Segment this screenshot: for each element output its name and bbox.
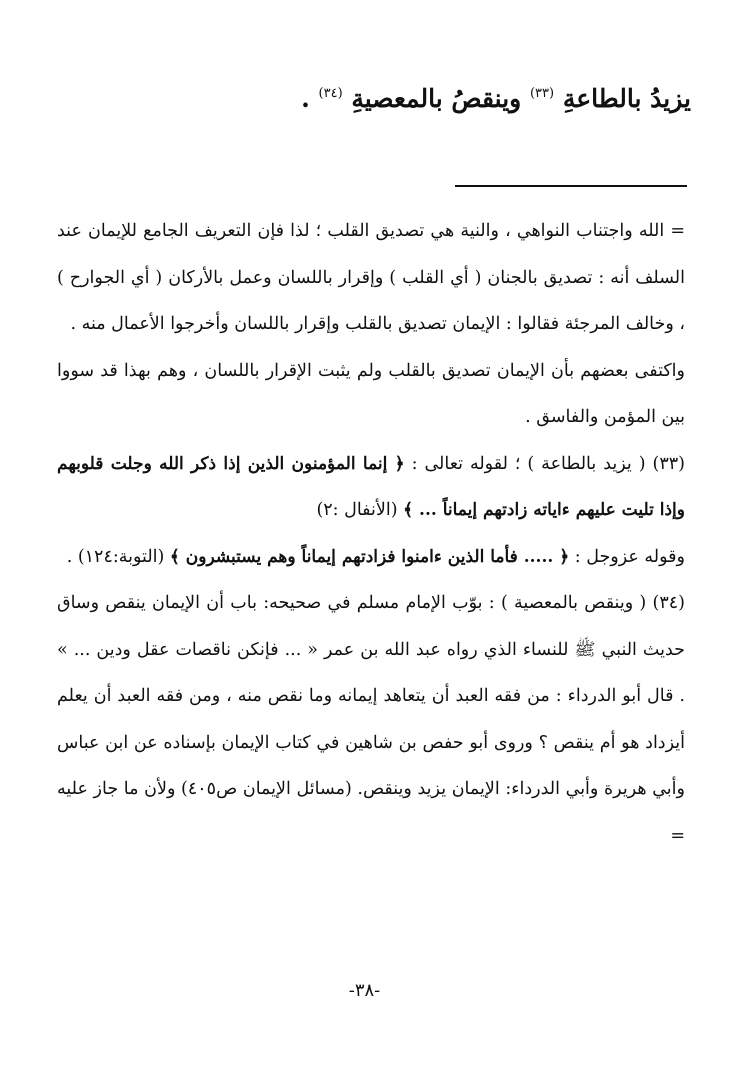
footnote-paragraph: واكتفى بعضهم بأن الإيمان تصديق بالقلب ولم يثبت الإقرار باللسان ، وهم بهذا قد سووا بين المؤمن والفاسق . (57, 360, 685, 427)
footnote-33-cont-intro: وقوله عزوجل : (574, 546, 685, 567)
main-text-part2: وينقصُ بالمعصيةِ (351, 84, 522, 113)
footnote-33 (57, 441, 685, 534)
footnote-33-intro: (٣٣) ( يزيد بالطاعة ) ؛ لقوله تعالى : (411, 453, 685, 474)
verse-reference: (الأنفال :٢) (316, 500, 398, 520)
verse-reference: (التوبة:١٢٤) . (66, 546, 165, 567)
footnote-34: (٣٤) ( وينقص بالمعصية ) : بوّب الإمام مسلم في صحيحه: باب أن الإيمان ينقص وساق حديث النبي ﷺ للنساء الذي رواه عبد الله بن عمر « ... فإنكن ناقصات عقل ودين ... » . قال أبو الدرداء : من فقه العبد أن يتعاهد إيمانه وما نقص منه ، ومن فقه العبد أن يعلم أيزداد هو أم ينقص ؟ وروى أبو حفص بن شاهين في كتاب الإيمان بإسناده عن ابن عباس وأبي هريرة وأبي الدرداء: الإيمان يزيد وينقص. (مسائل الإيمان ص٤٠٥) ولأن ما جاز عليه = (57, 593, 685, 846)
main-text-end: . (301, 84, 310, 113)
footnote-33-cont (57, 534, 685, 581)
footnote-separator (455, 185, 687, 187)
footnote-continuation: = الله واجتناب النواهي ، والنية هي تصديق القلب ؛ لذا فإن التعريف الجامع للإيمان عند السلف أنه : تصديق بالجنان ( أي القلب ) وإقرار باللسان وعمل بالأركان ( أي الجوارح ) ، وخالف المرجئة فقالوا : الإيمان تصديق بالقلب وإقرار باللسان وأخرجوا الأعمال منه . (57, 221, 685, 334)
quran-verse: ﴿ ..... فأما الذين ءامنوا فزادتهم إيماناً وهم يستبشرون ﴾ (169, 546, 570, 567)
footnote-ref-33: (٣٣) (529, 86, 555, 101)
quran-verse: ﴿ إنما المؤمنون الذين إذا ذكر الله وجلت قلوبهم وإذا تليت عليهم ءاياته زادتهم إيماناً ... ﴾ (57, 453, 685, 520)
main-text-line (51, 66, 691, 127)
footnotes (57, 208, 685, 859)
footnote-ref-34: (٣٤) (318, 86, 343, 101)
main-text-part1: يزيدُ بالطاعةِ (562, 84, 691, 113)
page-number: -٣٨- (348, 980, 381, 1001)
